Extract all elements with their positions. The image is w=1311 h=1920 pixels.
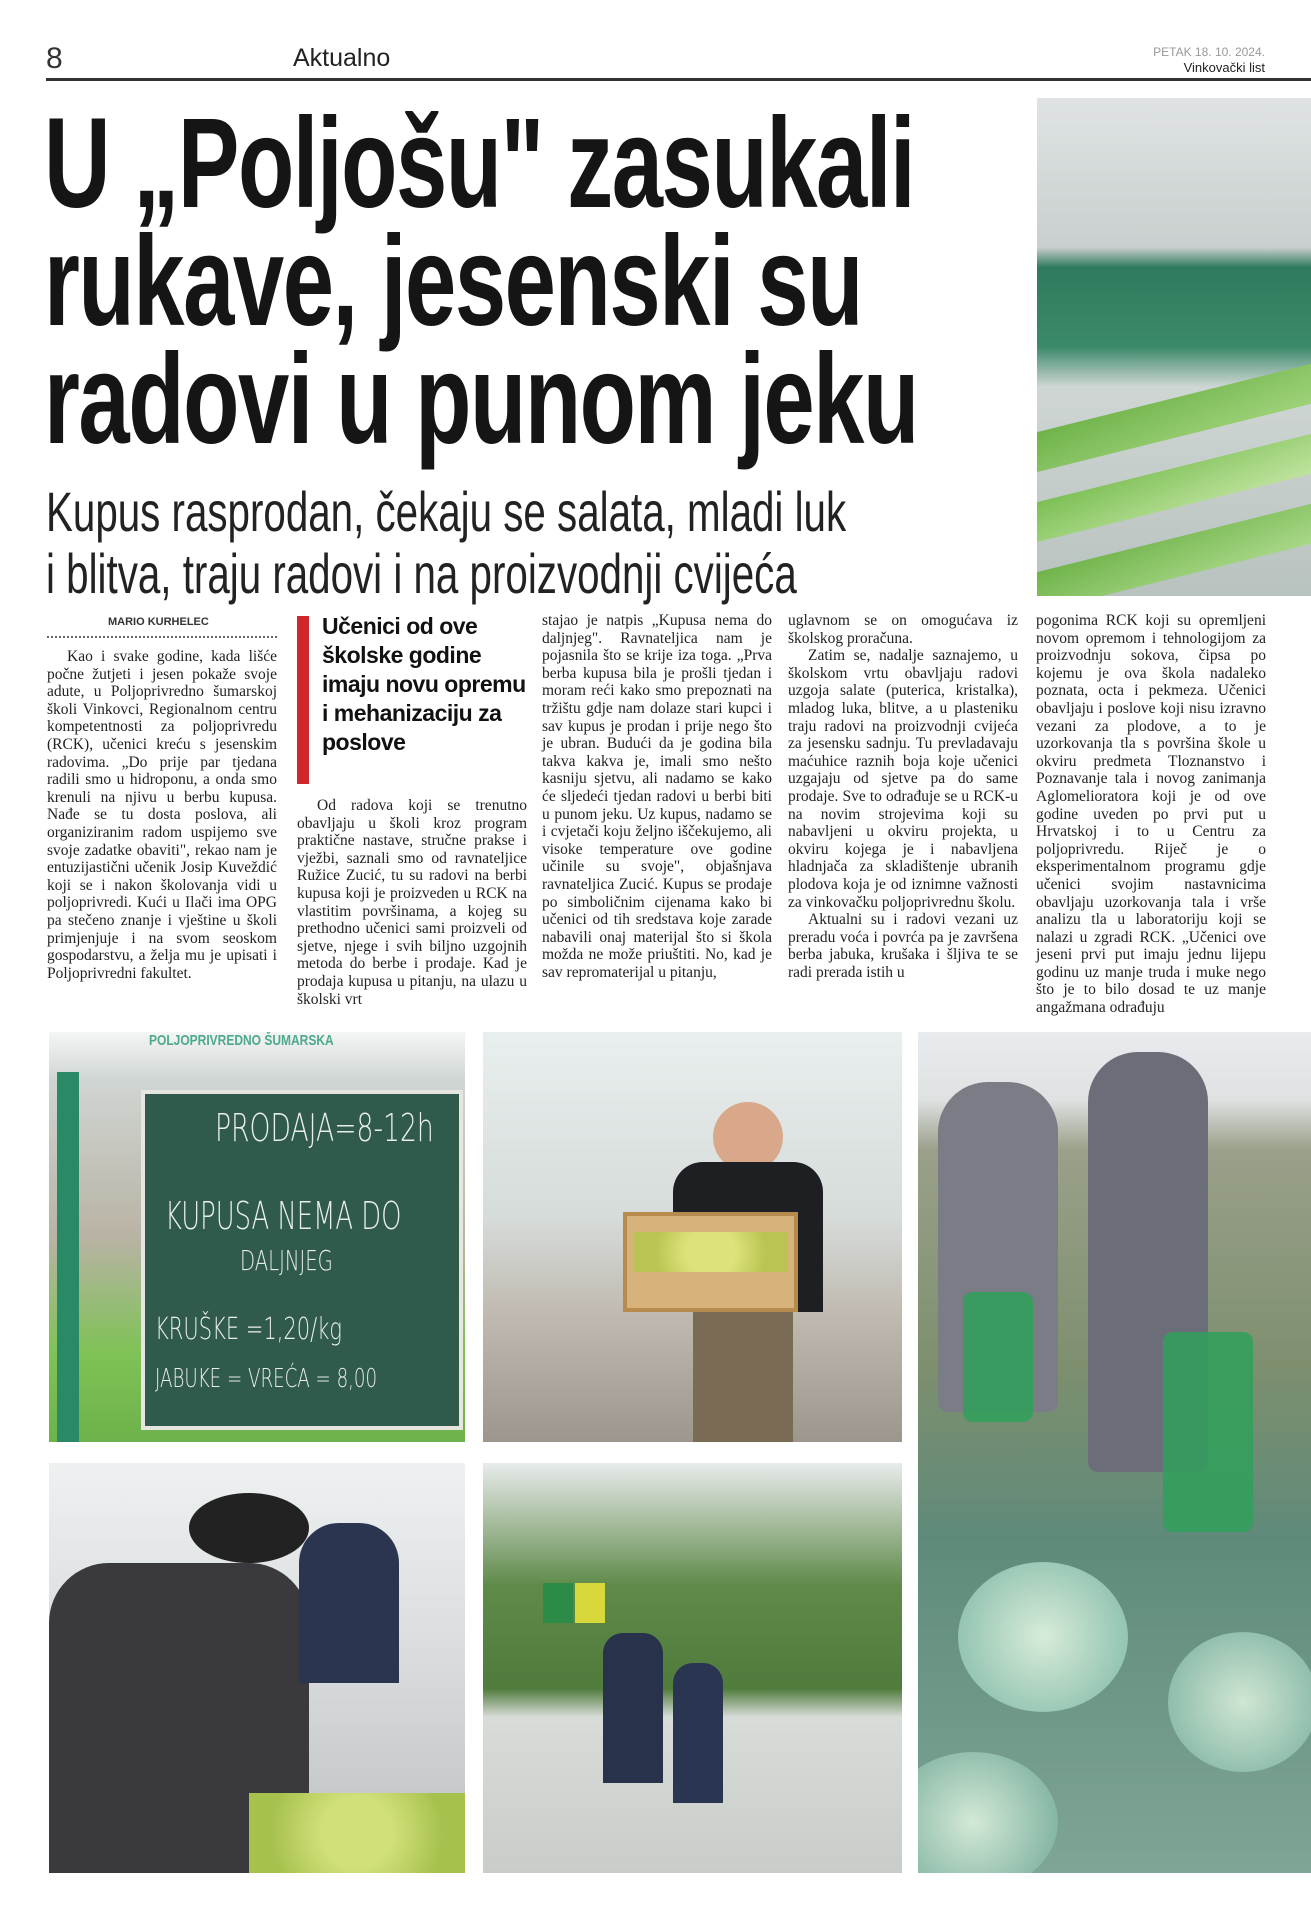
page-number: 8 [46,42,63,75]
paragraph: stajao je natpis „Kupusa nema do daljnjeg". Ravnateljica nam je pojasnila što se krije iza toga. „Prva berba kupusa bila je prošli tjedan i moram reći kako smo prepoznati na tržištu gdje nam dolaze stari kupci i sav kupus je prodan i prije nego što je ubran. Budući da je godina bila takva kakva je, imali smo nešto kasniju sjetvu, ali nadamo se kako će sljedeći tjedan radovi u berbi biti u punom jeku. Uz kupus, nadamo se i cvjetači koju željno iščekujemo, ali visoke temperature ove godine učinile su svoje", objašnjava ravnateljica Zucić. Kupus se prodaje po simboličnim cijenama kako bi učenici od tih sredstava koje zarade nabavili onaj materijal što si škola možda ne može priuštiti. No, kad je sav repromaterijal u pitanju, [542,612,772,981]
photo-man-with-apples [49,1463,465,1873]
article-column-5 [1036,612,1266,1017]
subtitle-line-1: Kupus rasprodan, čekaju se salata, mladi luk [46,480,847,543]
headline-line-3: radovi u punom jeku [44,328,918,471]
paragraph: pogonima RCK koji su opremljeni novom opremom i tehnologijom za proizvodnju sokova, čipsa po kojemu je ova škola nadaleko poznata, octa i pekmeza. Učenici obavljaju i poslove koji nisu izravno vezani za plodove, a to je uzorkovanja tla s površina škole u okviru predmeta Tloznanstvo i Poznavanje tala i novog zanimanja Aglomelioratora koji je od ove godine uveden po prvi put u Hrvatskoj i to u Centru za poljoprivredu. Riječ je o eksperimentalnom programu gdje učenici svojim nastavnicima obavljaju uzorkovanja tala i vrše analizu tla u laboratoriju koji se nalazi u zgradi RCK. „Učenici ove jeseni prvi put imaju jednu lijepu godinu uz manje truda i muke nego što je to bilo dosad te uz manje angažmana odrađuju [1036,612,1266,1017]
author-byline: MARIO KURHELEC [108,616,209,628]
headline-line-2: rukave, jesenski su [44,210,862,353]
chalk-line: KRUŠKE =1,20/kg [155,1312,342,1347]
photo-greenhouse-hydroponics [1037,98,1311,596]
headline-line-1: U „Poljošu" zasukali [44,92,915,235]
chalkboard [141,1090,463,1430]
byline-divider [47,636,277,638]
paragraph: Aktualni su i radovi vezani uz preradu voća i povrća pa je završena berba jabuka, krušaka i šljiva te se radi prerada istih u [788,911,1018,981]
photo-student-apple-crate [483,1032,902,1442]
paragraph: Od radova koji se trenutno obavljaju u školi kroz program praktične nastave, stručne prakse i vježbi, saznali smo od ravnateljice Ružice Zucić, tu su radovi na berbi kupusa koji je proizveden u RCK na vlastitim površinama, a kojeg su prethodno učenici sami proizveli od sjetve, njege i svih biljno uzgojnih metoda do berbe i prodaje. Kad je prodaja kupusa u pitanju, na ulazu u školski vrt [297,797,527,1008]
photo-chalkboard-sign [49,1032,465,1442]
photo-people-on-path [483,1463,902,1873]
photo-students-cabbage-field [918,1032,1311,1873]
article-column-1 [47,648,277,982]
paragraph: Zatim se, nadalje saznajemo, u školskom vrtu obavljaju radovi uzgoja salate (puterica, kristalka), mladog luka, blitve, a u plasteniku traju radovi na proizvodnji cvijeća za jesensku sadnju. Tu prevladavaju maćuhice raznih boja koje učenici uzgajaju od sjetve pa do same prodaje. Sve to odrađuje se u RCK-u na novim strojevima koji su nabavljeni u okviru projekta, u okviru kojega je i nabavljena hladnjača za skladištenje ubranih plodova koja je od iznimne važnosti za vinkovačku poljoprivrednu školu. [788,647,1018,911]
article-column-4 [788,612,1018,981]
article-column-2 [297,797,527,1008]
school-banner-text: POLJOPRIVREDNO ŠUMARSKA [149,1032,334,1049]
chalk-line: DALJNJEG [240,1244,333,1277]
header-rule [46,78,1311,81]
section-label: Aktualno [293,44,391,72]
issue-date: PETAK 18. 10. 2024. [1153,45,1265,59]
subtitle-line-2: i blitva, traju radovi i na proizvodnji cvijeća [46,542,797,605]
publication-name: Vinkovački list [1183,60,1265,75]
article-column-3 [542,612,772,981]
chalk-line: PRODAJA=8-12h [215,1106,434,1150]
pull-quote: Učenici od ove školske godine imaju novu opremu i mehanizaciju za poslove [322,613,526,755]
chalk-line: JABUKE = VREĆA = 8,00 [155,1364,378,1394]
paragraph: uglavnom se on omogućava iz školskog proračuna. [788,612,1018,647]
paragraph: Kao i svake godine, kada lišće počne žutjeti i jesen pokaže svoje adute, u Poljoprivredno šumarskoj školi Vinkovci, Regionalnom centru kompetentnosti za poljoprivredu (RCK), učenici kreću s jesenskim radovima. „Do prije par tjedana radili smo u hidroponu, a onda smo krenuli na njivu u berbu kupusa. Nađe se tu dosta poslova, ali organiziranim radom uspijemo sve svoje zadatke obaviti", rekao nam je entuzijastični učenik Josip Kuveždić koji se i nakon školovanja vidi u poljoprivredi. Kući u Ilači ima OPG pa stečeno znanje i vještine u školi primjenjuje i na svom seoskom gospodarstvu, a želja mu je upisati i Poljoprivredni fakultet. [47,648,277,982]
pull-quote-bar [297,616,309,784]
chalk-line: KUPUSA NEMA DO [165,1194,402,1238]
